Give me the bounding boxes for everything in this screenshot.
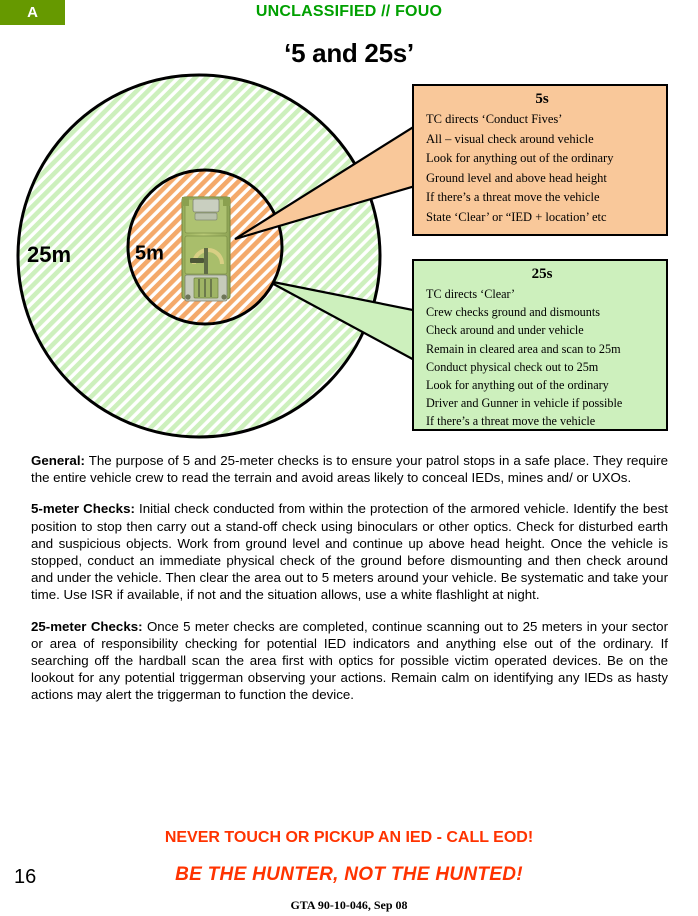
- section-tab-a[interactable]: A: [0, 0, 65, 25]
- document-id: GTA 90-10-046, Sep 08: [290, 898, 408, 912]
- inner-ring-label: 5m: [135, 242, 164, 265]
- paragraph-general: [31, 452, 668, 486]
- callout-5s-line: All – visual check around vehicle: [426, 131, 594, 146]
- paragraph-general-text: The purpose of 5 and 25-meter checks is to ensure your patrol stops in a safe place. They require the entire vehicle crew to read the terrain and avoid areas likely to conceal IEDs, mines and/ or UXOs.: [31, 453, 668, 486]
- page-number: 16: [14, 866, 37, 888]
- armored-vehicle-icon: [182, 197, 230, 301]
- callout-5s-line: State ‘Clear’ or “IED + location’ etc: [426, 209, 607, 224]
- page-title: ‘5 and 25s’: [284, 38, 414, 68]
- warning-be-the-hunter: BE THE HUNTER, NOT THE HUNTED!: [175, 864, 523, 885]
- callout-25s-line: Look for anything out of the ordinary: [426, 378, 609, 393]
- paragraph-twentyfive-meter-text: Once 5 meter checks are completed, continue scanning out to 25 meters in your sector or area of responsibility checking for potential IED indicators and anything else out of the ordinary. If searching off the hardball scan the area first with optics for possible victim operated devices. Be on the lookout for any potential triggerman observing your actions. Remain calm on identifying any IEDs as hasty actions may alert the triggerman to function the device.: [31, 618, 668, 703]
- callout-25s-line: Remain in cleared area and scan to 25m: [426, 341, 621, 356]
- callout-25s-line: If there’s a threat move the vehicle: [426, 414, 596, 429]
- callout-25s-line: Conduct physical check out to 25m: [426, 359, 599, 374]
- callout-5s-line: Ground level and above head height: [426, 170, 607, 185]
- paragraph-five-meter-text: Initial check conducted from within the protection of the armored vehicle. Identify the best position to stop then carry out a stand-off check using binoculars or other optics. Check for disturbed earth and suspicious objects. Work from ground level and continue up above head height. Once the vehicle is stopped, conduct an immediate physical check of the ground before dismounting and then check around and under the vehicle. Then clear the area out to 5 meters around your vehicle. Be systematic and take your time. Use ISR if available, if not and the situation allows, use a white flashlight at night.: [31, 501, 668, 603]
- callout-25s-line: Check around and under vehicle: [426, 323, 584, 338]
- callout-5s-line: TC directs ‘Conduct Fives’: [426, 112, 563, 126]
- paragraph-five-meter: [31, 500, 668, 603]
- callout-25s-title: 25s: [531, 266, 553, 282]
- callout-5s-line: If there’s a threat move the vehicle: [426, 190, 600, 204]
- callout-25s-line: Crew checks ground and dismounts: [426, 305, 600, 320]
- paragraph-twentyfive-meter: [31, 618, 668, 704]
- callout-5s-line: Look for anything out of the ordinary: [426, 151, 614, 165]
- classification-banner: UNCLASSIFIED // FOUO: [255, 3, 443, 20]
- paragraph-general-label: General:: [31, 453, 85, 468]
- callout-25s-line: TC directs ‘Clear’: [426, 287, 516, 301]
- callout-box-5s: [412, 84, 668, 236]
- warning-never-touch: NEVER TOUCH OR PICKUP AN IED - CALL EOD!: [164, 829, 534, 846]
- callout-25s-line: Driver and Gunner in vehicle if possible: [426, 396, 623, 411]
- paragraph-twentyfive-meter-label: 25-meter Checks:: [31, 618, 143, 634]
- paragraph-five-meter-label: 5-meter Checks:: [31, 501, 135, 517]
- outer-ring-label: 25m: [27, 241, 72, 267]
- callout-box-25s: [412, 259, 668, 431]
- callout-5s-title: 5s: [535, 91, 549, 107]
- body-copy: [31, 452, 668, 704]
